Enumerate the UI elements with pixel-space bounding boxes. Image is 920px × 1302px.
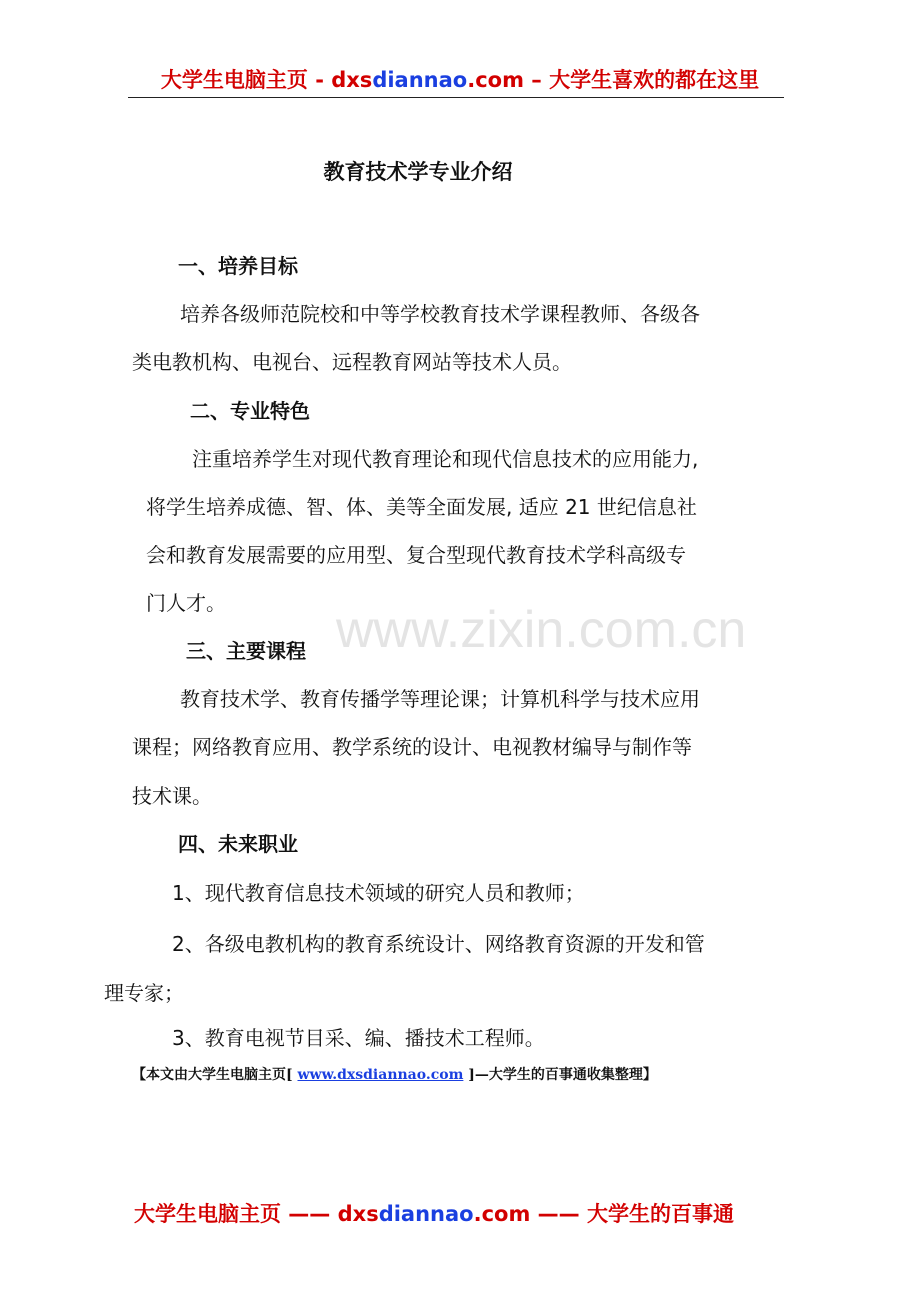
credit-dash: — [474, 1067, 489, 1083]
paragraph-line: 技术课。 [132, 784, 212, 808]
section-heading-careers: 四、未来职业 [178, 832, 298, 856]
footer-separator: —— [530, 1202, 587, 1226]
paragraph-line: 2、各级电教机构的教育系统设计、网络教育资源的开发和管 [172, 932, 705, 956]
header-domain-suffix: .com [467, 68, 524, 92]
header-domain-prefix: dxs [331, 68, 373, 92]
paragraph-line: 理专家； [104, 981, 184, 1005]
footer-slogan: 大学生的百事通 [586, 1202, 734, 1226]
footer-separator: —— [281, 1202, 338, 1226]
header-tagline: 大学生喜欢的都在这里 [549, 68, 760, 92]
document-title: 教育技术学专业介绍 [323, 160, 513, 184]
paragraph-line: 会和教育发展需要的应用型、复合型现代教育技术学科高级专 [146, 543, 686, 567]
credit-site: 大学生电脑主页 [188, 1067, 286, 1083]
footer-domain-middle: diannao [378, 1202, 474, 1226]
paragraph-line: 课程；网络教育应用、教学系统的设计、电视教材编导与制作等 [132, 735, 692, 759]
section-heading-courses: 三、主要课程 [186, 639, 306, 663]
credit-line [132, 1064, 657, 1084]
page-header [0, 64, 920, 94]
section-heading-goals: 一、培养目标 [178, 254, 298, 278]
header-site-name: 大学生电脑主页 [160, 68, 308, 92]
credit-bracket: [ [286, 1067, 298, 1083]
header-domain-middle: diannao [372, 68, 468, 92]
paragraph-line: 将学生培养成德、智、体、美等全面发展, 适应 21 世纪信息社 [146, 495, 697, 519]
credit-bracket: ] [463, 1067, 475, 1083]
credit-suffix: 收集整理】 [586, 1067, 657, 1083]
footer-site-name: 大学生电脑主页 [134, 1202, 281, 1226]
credit-url-link[interactable]: www.dxsdiannao.com [297, 1067, 464, 1083]
paragraph-line: 门人才。 [146, 591, 226, 615]
credit-prefix: 【本文由 [132, 1067, 188, 1083]
paragraph-line: 类电教机构、电视台、远程教育网站等技术人员。 [132, 350, 572, 374]
header-divider [128, 97, 784, 98]
paragraph-line: 培养各级师范院校和中等学校教育技术学课程教师、各级各 [180, 302, 700, 326]
paragraph-line: 3、教育电视节目采、编、播技术工程师。 [172, 1026, 545, 1050]
footer-domain-prefix: dxs [337, 1202, 379, 1226]
page-footer [0, 1198, 868, 1228]
footer-domain-suffix: .com [473, 1202, 531, 1226]
paragraph-line: 教育技术学、教育传播学等理论课；计算机科学与技术应用 [180, 687, 700, 711]
section-heading-features: 二、专业特色 [190, 399, 310, 423]
paragraph-line: 注重培养学生对现代教育理论和现代信息技术的应用能力, [192, 447, 699, 471]
credit-slogan: 大学生的百事通 [488, 1067, 587, 1083]
header-separator: – [523, 68, 550, 92]
watermark: www.zixin.com.cn [336, 601, 747, 659]
paragraph-line: 1、现代教育信息技术领域的研究人员和教师； [172, 881, 585, 905]
header-separator: - [307, 68, 332, 92]
